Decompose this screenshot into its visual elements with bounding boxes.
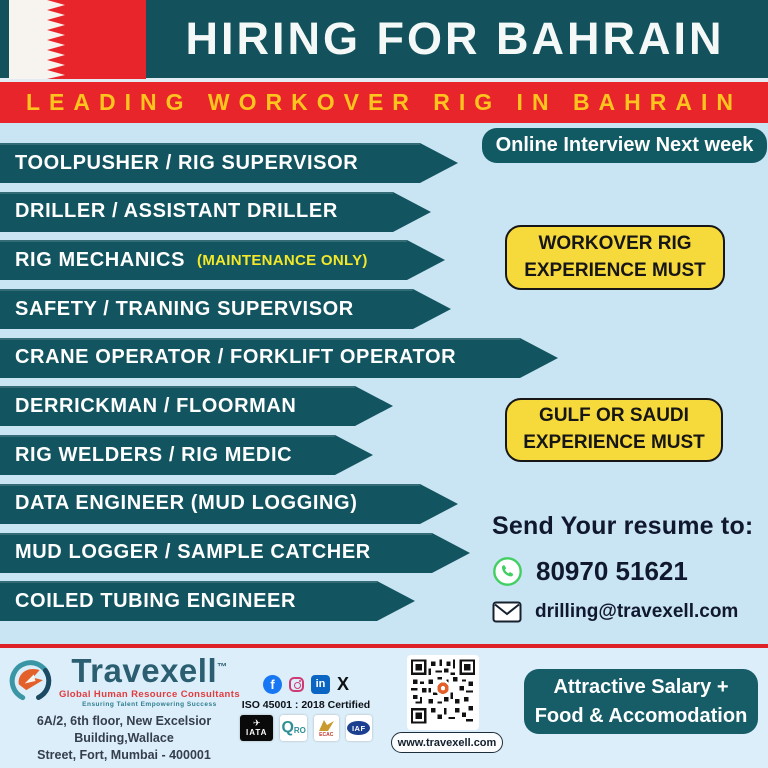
workover-experience-note bbox=[505, 225, 725, 290]
salary-line-1: Attractive Salary + bbox=[553, 675, 729, 698]
contact-heading: Send Your resume to: bbox=[492, 512, 754, 540]
job-row-rig-welders bbox=[0, 435, 558, 475]
job-row-driller bbox=[0, 192, 558, 232]
trademark-symbol: ™ bbox=[217, 662, 228, 673]
arrow-tip bbox=[420, 143, 458, 183]
iata-logo: ✈ IATA bbox=[240, 715, 273, 741]
job-label: SAFETY / TRANING SUPERVISOR bbox=[15, 297, 354, 320]
job-label: DATA ENGINEER (MUD LOGGING) bbox=[15, 492, 358, 515]
brand-name: Travexell™ bbox=[71, 652, 228, 689]
bahrain-flag-icon bbox=[9, 0, 146, 79]
gold-falcon-icon bbox=[316, 718, 336, 733]
job-label: DERRICKMAN / FLOORMAN bbox=[15, 394, 297, 417]
brand-slogan: Ensuring Talent Empowering Success bbox=[82, 701, 217, 708]
phone-number: 80970 51621 bbox=[536, 556, 688, 586]
job-label: RIG WELDERS / RIG MEDIC bbox=[15, 443, 293, 466]
certification-block bbox=[240, 674, 372, 741]
arrow-tip bbox=[420, 484, 458, 524]
contact-section bbox=[492, 512, 764, 623]
job-row-coiled-tubing bbox=[0, 581, 558, 621]
job-row-safety bbox=[0, 289, 558, 329]
job-row-data-engineer bbox=[0, 484, 558, 524]
job-note: (MAINTENANCE ONLY) bbox=[197, 251, 368, 269]
header-band bbox=[0, 0, 768, 78]
website-link[interactable]: www.travexell.com bbox=[391, 732, 503, 753]
qr-code[interactable] bbox=[407, 655, 479, 730]
poster-title: HIRING FOR BAHRAIN bbox=[185, 13, 725, 64]
arrow-tip bbox=[393, 192, 431, 232]
job-row-mud-logger bbox=[0, 533, 558, 573]
arrow-tip bbox=[355, 386, 393, 426]
address-line-1: 6A/2, 6th floor, New Excelsior Building,Wallace bbox=[36, 714, 212, 745]
envelope-icon bbox=[492, 601, 522, 623]
arrow-tip bbox=[413, 289, 451, 329]
job-label: COILED TUBING ENGINEER bbox=[15, 589, 296, 612]
arrow-tip bbox=[407, 240, 445, 280]
job-label: MUD LOGGER / SAMPLE CATCHER bbox=[15, 541, 371, 563]
job-row-rig-mechanics bbox=[0, 240, 558, 280]
arrow-tip bbox=[335, 435, 373, 475]
x-twitter-icon[interactable]: X bbox=[336, 674, 349, 694]
brand-tagline: Global Human Resource Consultants bbox=[58, 689, 240, 700]
whatsapp-icon bbox=[492, 556, 523, 587]
salary-badge bbox=[524, 669, 758, 734]
qr-code-image bbox=[411, 659, 475, 724]
note-line: WORKOVER RIG bbox=[538, 232, 692, 254]
gulf-experience-note bbox=[505, 398, 723, 462]
salary-line-2: Food & Accomodation bbox=[534, 704, 748, 727]
arrow-tip bbox=[520, 338, 558, 378]
address-line-2: Street, Fort, Mumbai - 400001 bbox=[37, 747, 211, 762]
note-line: EXPERIENCE MUST bbox=[524, 259, 706, 281]
footer bbox=[0, 648, 768, 768]
note-line: EXPERIENCE MUST bbox=[523, 432, 705, 453]
job-label: CRANE OPERATOR / FORKLIFT OPERATOR bbox=[15, 346, 457, 369]
arrow-tip bbox=[377, 581, 415, 621]
social-icons bbox=[240, 674, 372, 694]
job-row-toolpusher bbox=[0, 143, 558, 183]
job-list bbox=[0, 143, 558, 630]
arrow-tip bbox=[432, 533, 470, 573]
job-row-crane-operator bbox=[0, 338, 558, 378]
email-address: drilling@travexell.com bbox=[535, 601, 739, 622]
interview-badge: Online Interview Next week bbox=[482, 128, 767, 163]
job-label: RIG MECHANICS bbox=[15, 248, 186, 271]
company-address bbox=[8, 713, 240, 764]
iso-certified-text: ISO 45001 : 2018 Certified bbox=[241, 699, 371, 711]
poster-subtitle: LEADING WORKOVER RIG IN BAHRAIN bbox=[26, 89, 742, 115]
job-label: TOOLPUSHER / RIG SUPERVISOR bbox=[15, 151, 359, 174]
instagram-icon[interactable] bbox=[289, 677, 304, 692]
linkedin-icon[interactable]: in bbox=[311, 675, 330, 694]
subtitle-band bbox=[0, 82, 768, 123]
job-label: DRILLER / ASSISTANT DRILLER bbox=[15, 200, 338, 223]
travexell-logo-icon bbox=[8, 654, 53, 708]
whatsapp-contact[interactable] bbox=[492, 556, 764, 587]
job-row-derrickman bbox=[0, 386, 558, 426]
cert-logos bbox=[240, 715, 372, 741]
iaf-logo: IAF bbox=[346, 715, 372, 741]
qro-logo: Q RO bbox=[280, 715, 306, 741]
email-contact[interactable] bbox=[492, 601, 764, 623]
brand-block bbox=[8, 654, 240, 764]
note-line: GULF OR SAUDI bbox=[539, 405, 689, 427]
facebook-icon[interactable]: f bbox=[263, 675, 282, 694]
ecac-logo: ECAC bbox=[314, 715, 339, 741]
